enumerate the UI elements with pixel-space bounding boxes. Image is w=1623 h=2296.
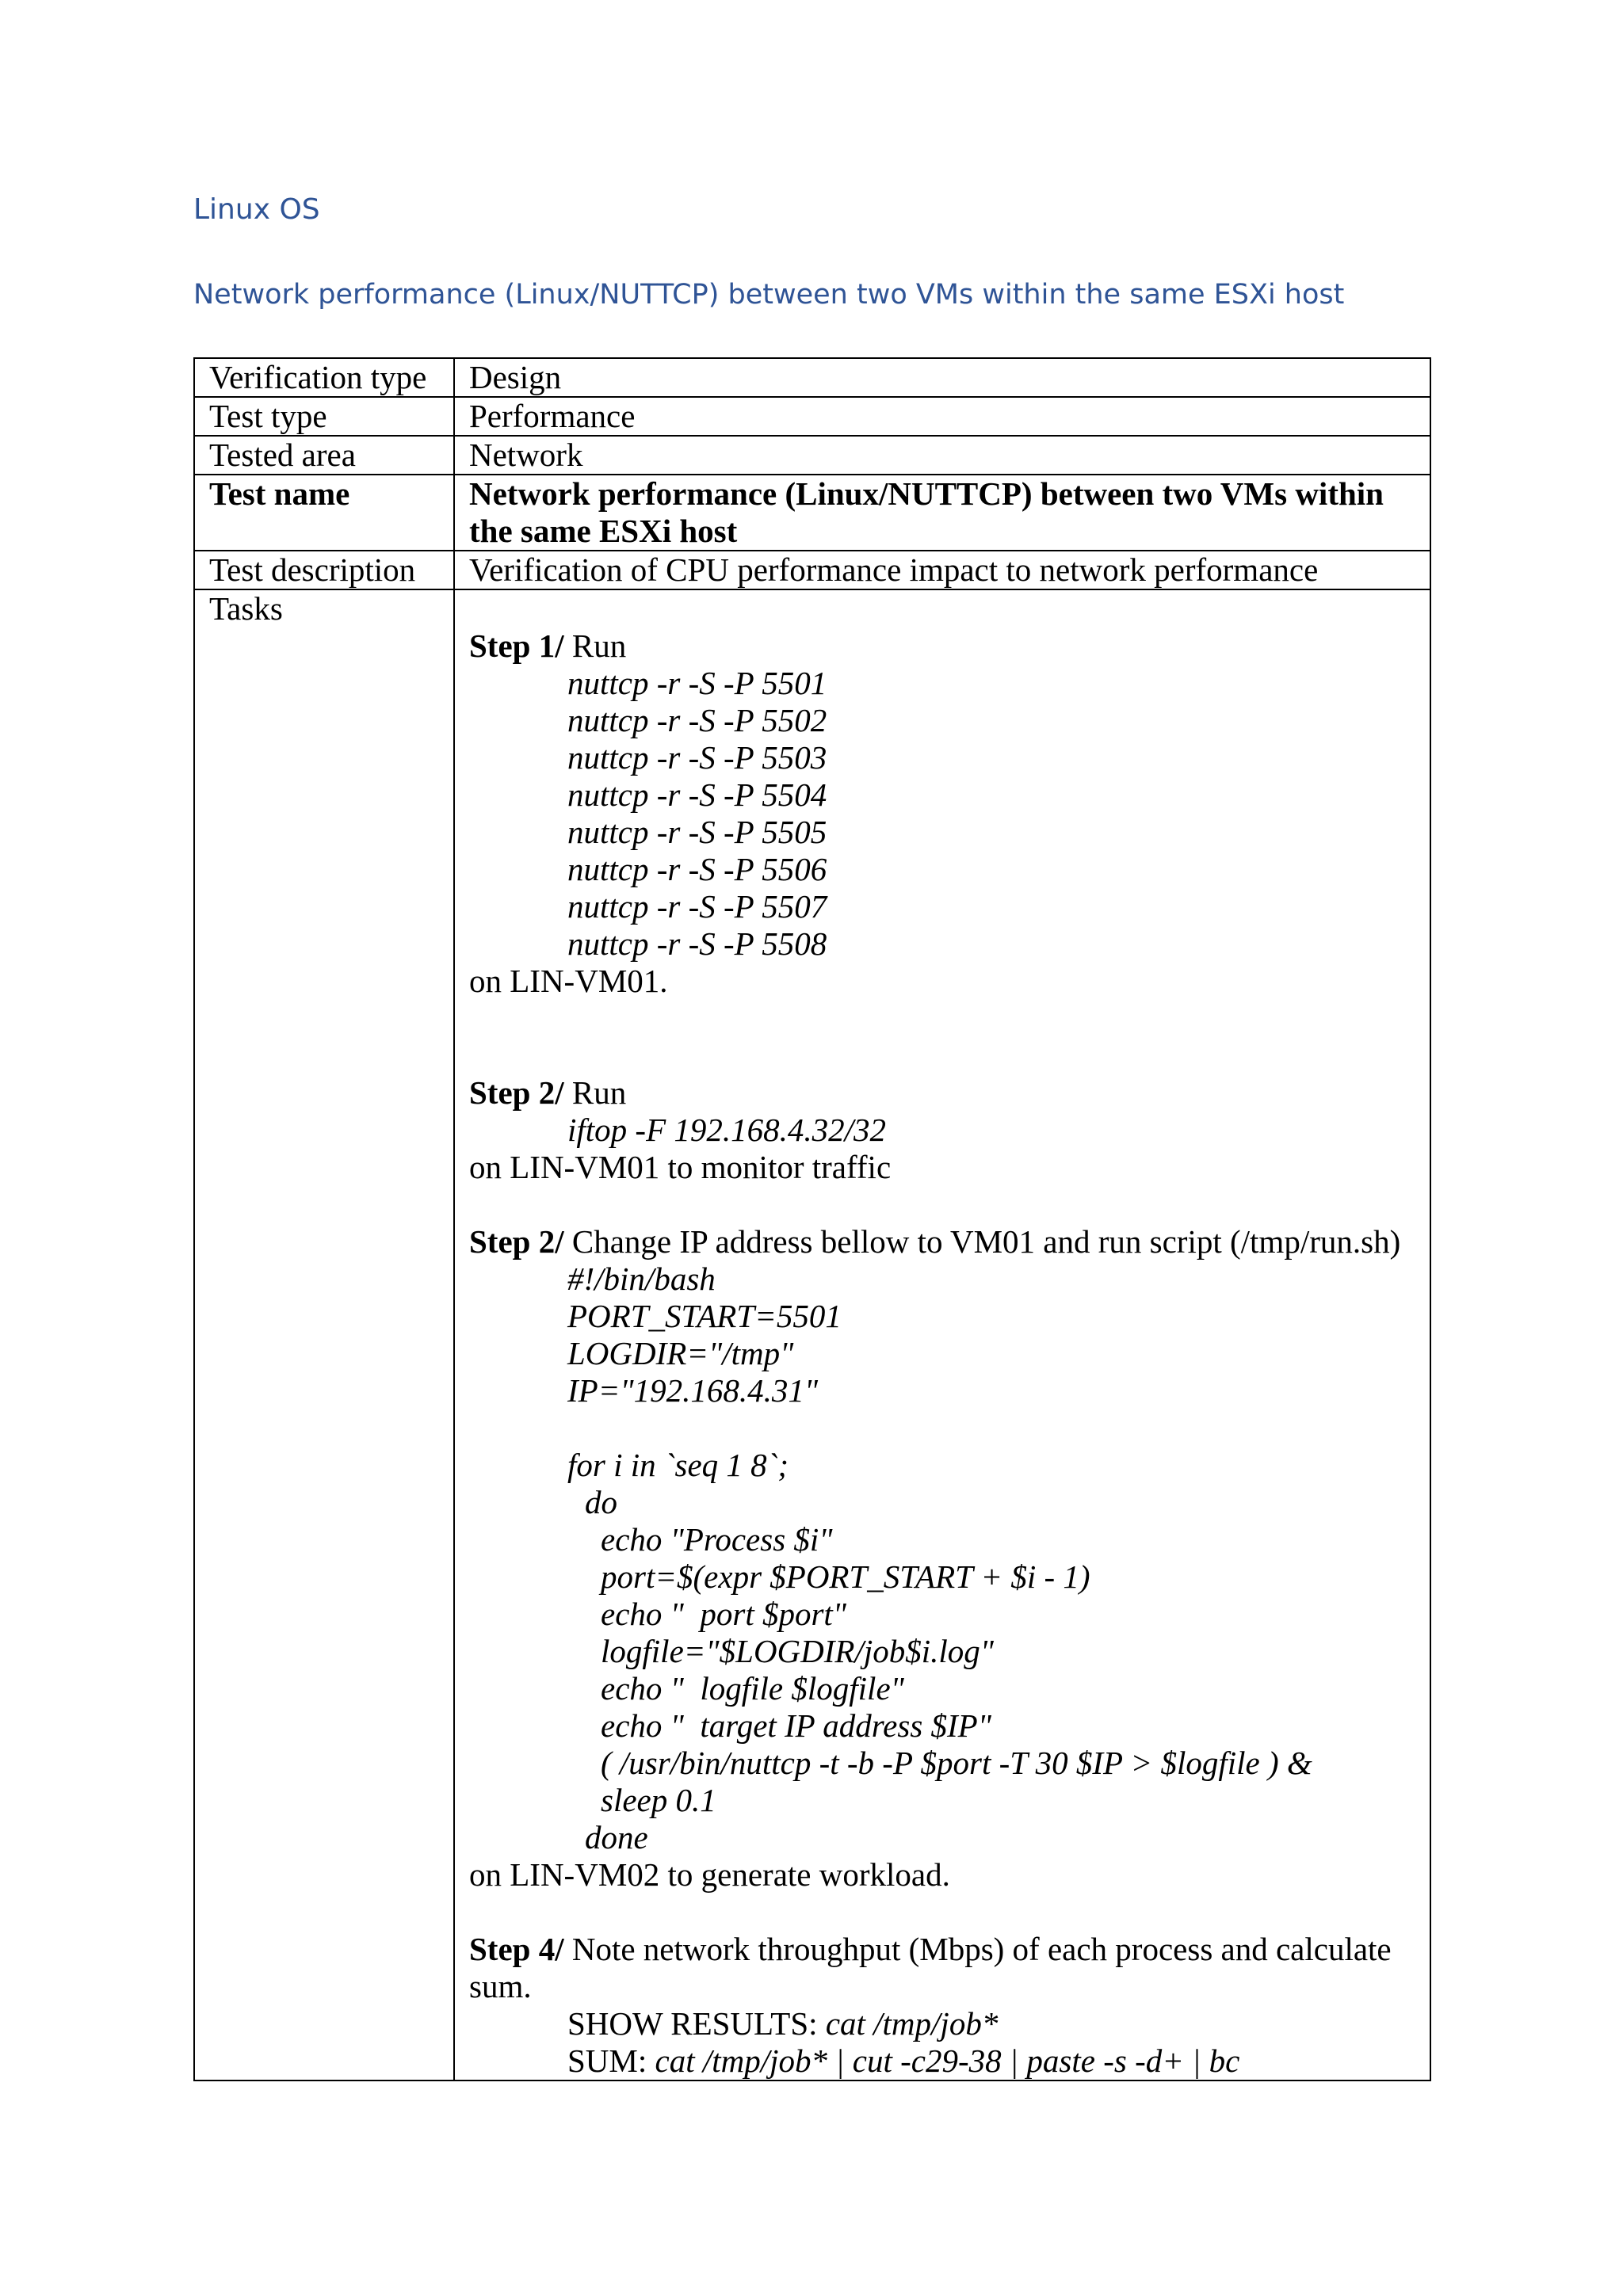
sum-command: cat /tmp/job* | cut -c29-38 | paste -s -d+ | bc <box>655 2042 1240 2079</box>
script-line: for i in `seq 1 8`; <box>567 1447 789 1483</box>
step1-commands <box>469 665 1415 963</box>
step2b-label: Step 2/ <box>469 1223 564 1260</box>
test-name-label: Test name <box>194 475 454 551</box>
script-line: echo " logfile $logfile" <box>601 1670 904 1707</box>
script-line: done <box>585 1819 648 1855</box>
script-line: echo " port $port" <box>601 1596 847 1632</box>
script-line: do <box>585 1484 617 1520</box>
step2b-heading <box>469 1223 1415 1261</box>
script-line: #!/bin/bash <box>567 1261 716 1297</box>
step4-show <box>469 2005 1415 2042</box>
step4-text: Note network throughput (Mbps) of each process and calculate sum. <box>469 1931 1392 2004</box>
step1-text: Run <box>563 627 627 664</box>
spacer <box>567 1409 1415 1447</box>
spacer <box>469 1037 1415 1074</box>
step2b-footer: on LIN-VM02 to generate workload. <box>469 1856 950 1893</box>
script-line: IP="192.168.4.31" <box>567 1372 819 1409</box>
show-results-command: cat /tmp/job* <box>825 2005 999 2042</box>
spacer <box>469 590 1415 627</box>
test-spec-table <box>193 357 1431 2081</box>
step4-heading <box>469 1931 1415 2005</box>
tasks-content <box>454 589 1430 2081</box>
command-line: nuttcp -r -S -P 5502 <box>567 702 827 738</box>
command-line: nuttcp -r -S -P 5507 <box>567 888 827 925</box>
test-name-value: Network performance (Linux/NUTTCP) between two VMs within the same ESXi host <box>454 475 1430 551</box>
script-line: echo " target IP address $IP" <box>601 1707 991 1744</box>
row-test-description <box>194 551 1430 589</box>
command-line: nuttcp -r -S -P 5503 <box>567 739 827 776</box>
script-loop-body <box>469 1521 1415 1819</box>
test-heading: Network performance (Linux/NUTTCP) between two VMs within the same ESXi host <box>193 279 1345 311</box>
row-tasks <box>194 589 1430 2081</box>
script-header <box>469 1261 1415 1484</box>
step1-label: Step 1/ <box>469 627 564 664</box>
command-line: nuttcp -r -S -P 5508 <box>567 925 827 962</box>
step4-sum <box>469 2042 1415 2080</box>
command-line: nuttcp -r -S -P 5506 <box>567 851 827 887</box>
script-line: LOGDIR="/tmp" <box>567 1335 794 1371</box>
script-line: logfile="$LOGDIR/job$i.log" <box>601 1633 995 1669</box>
test-type-value: Performance <box>454 397 1430 436</box>
row-verification-type <box>194 358 1430 397</box>
sum-label: SUM: <box>567 2042 655 2079</box>
spacer <box>469 1894 1415 1931</box>
tested-area-label: Tested area <box>194 436 454 475</box>
script-line: sleep 0.1 <box>601 1782 716 1818</box>
command-line: nuttcp -r -S -P 5501 <box>567 665 827 701</box>
script-line: PORT_START=5501 <box>567 1298 842 1334</box>
step2a-footer: on LIN-VM01 to monitor traffic <box>469 1149 892 1185</box>
step2b-text: Change IP address bellow to VM01 and run script (/tmp/run.sh) <box>563 1223 1401 1260</box>
verification-type-label: Verification type <box>194 358 454 397</box>
step4-label: Step 4/ <box>469 1931 564 1967</box>
command-line: nuttcp -r -S -P 5504 <box>567 776 827 813</box>
tasks-label: Tasks <box>194 589 454 2081</box>
step1-heading <box>469 627 1415 665</box>
row-tested-area <box>194 436 1430 475</box>
spacer <box>469 1186 1415 1223</box>
script-line: port=$(expr $PORT_START + $i - 1) <box>601 1558 1090 1595</box>
test-description-value: Verification of CPU performance impact to network performance <box>454 551 1430 589</box>
test-description-label: Test description <box>194 551 454 589</box>
script-line: echo "Process $i" <box>601 1521 833 1558</box>
verification-type-value: Design <box>454 358 1430 397</box>
test-type-label: Test type <box>194 397 454 436</box>
row-test-name <box>194 475 1430 551</box>
step2a-command: iftop -F 192.168.4.32/32 <box>567 1112 887 1148</box>
row-test-type <box>194 397 1430 436</box>
step2a-label: Step 2/ <box>469 1074 564 1111</box>
script-line: ( /usr/bin/nuttcp -t -b -P $port -T 30 $IP > $logfile ) & <box>601 1745 1312 1781</box>
step2a-text: Run <box>563 1074 627 1111</box>
step2a-heading <box>469 1074 1415 1112</box>
command-line: nuttcp -r -S -P 5505 <box>567 814 827 850</box>
spacer <box>469 1000 1415 1037</box>
tested-area-value: Network <box>454 436 1430 475</box>
section-heading: Linux OS <box>193 193 320 226</box>
show-results-label: SHOW RESULTS: <box>567 2005 826 2042</box>
step1-footer: on LIN-VM01. <box>469 963 668 999</box>
